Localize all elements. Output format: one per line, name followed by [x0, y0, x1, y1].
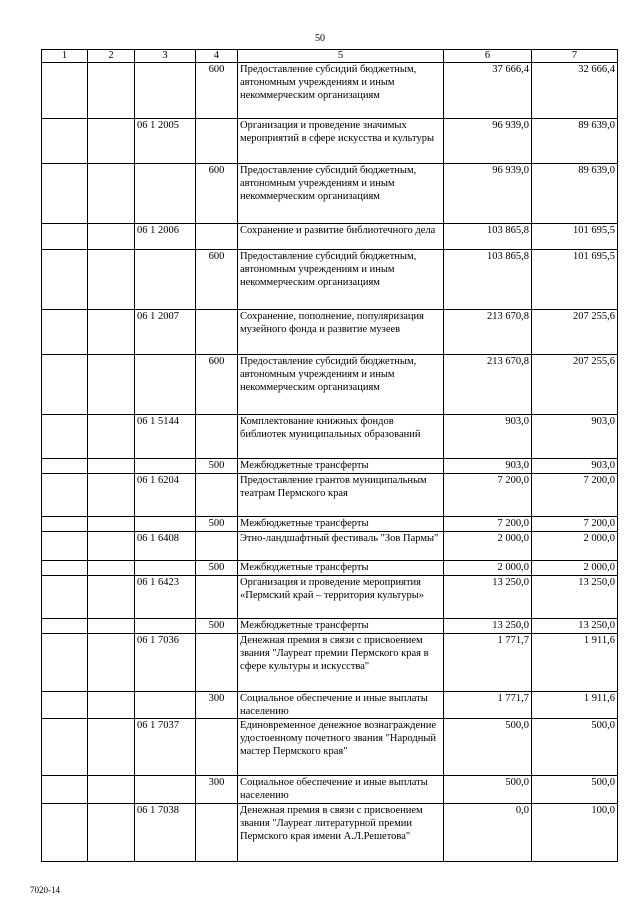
table-cell-c3: 06 1 6204: [135, 474, 196, 517]
table-cell-c3: [135, 63, 196, 119]
table-cell-c6: 96 939,0: [444, 164, 532, 224]
table-row: [42, 634, 618, 692]
table-cell-c4: [196, 224, 238, 250]
table-row: [42, 164, 618, 224]
table-cell-c5: Единовременное денежное вознаграждение удостоенному почетного звания "Народный мастер Пермского края": [238, 719, 444, 776]
table-cell-c5: Предоставление субсидий бюджетным, автономным учреждениям и иным некоммерческим организациям: [238, 250, 444, 310]
column-header: 6: [444, 50, 532, 63]
table-cell-c1: [42, 532, 88, 561]
table-cell-c5: Межбюджетные трансферты: [238, 619, 444, 634]
table-cell-c7: 100,0: [532, 804, 618, 862]
table-cell-c3: 06 1 6408: [135, 532, 196, 561]
table-cell-c2: [88, 224, 135, 250]
table-cell-c3: 06 1 5144: [135, 415, 196, 459]
table-cell-c1: [42, 804, 88, 862]
table-row: [42, 474, 618, 517]
table-cell-c4: [196, 415, 238, 459]
table-cell-c5: Социальное обеспечение и иные выплаты населению: [238, 776, 444, 804]
table-row: [42, 692, 618, 719]
table-cell-c1: [42, 310, 88, 355]
table-cell-c6: 500,0: [444, 776, 532, 804]
table-cell-c5: Сохранение и развитие библиотечного дела: [238, 224, 444, 250]
table-cell-c7: 89 639,0: [532, 164, 618, 224]
table-cell-c3: [135, 517, 196, 532]
table-cell-c6: 500,0: [444, 719, 532, 776]
table-cell-c1: [42, 719, 88, 776]
document-code: 7020-14: [30, 885, 60, 895]
table-cell-c4: 300: [196, 692, 238, 719]
table-row: [42, 459, 618, 474]
table-cell-c4: 500: [196, 619, 238, 634]
table-cell-c2: [88, 459, 135, 474]
table-cell-c3: 06 1 7038: [135, 804, 196, 862]
table-cell-c2: [88, 692, 135, 719]
table-cell-c1: [42, 119, 88, 164]
table-cell-c5: Межбюджетные трансферты: [238, 517, 444, 532]
table-cell-c6: 7 200,0: [444, 474, 532, 517]
table-cell-c1: [42, 164, 88, 224]
table-cell-c3: 06 1 2005: [135, 119, 196, 164]
table-cell-c3: [135, 355, 196, 415]
table-cell-c5: Комплектование книжных фондов библиотек муниципальных образований: [238, 415, 444, 459]
table-cell-c7: 207 255,6: [532, 310, 618, 355]
table-cell-c5: Предоставление грантов муниципальным театрам Пермского края: [238, 474, 444, 517]
budget-table-body: [42, 50, 618, 862]
table-cell-c3: [135, 619, 196, 634]
table-cell-c4: 500: [196, 459, 238, 474]
table-cell-c7: 13 250,0: [532, 619, 618, 634]
table-cell-c2: [88, 474, 135, 517]
table-cell-c3: 06 1 2007: [135, 310, 196, 355]
table-cell-c6: 2 000,0: [444, 561, 532, 576]
table-cell-c7: 101 695,5: [532, 250, 618, 310]
table-cell-c5: Социальное обеспечение и иные выплаты населению: [238, 692, 444, 719]
column-header: 1: [42, 50, 88, 63]
table-cell-c4: 300: [196, 776, 238, 804]
table-cell-c2: [88, 804, 135, 862]
column-header: 4: [196, 50, 238, 63]
table-cell-c5: Предоставление субсидий бюджетным, автономным учреждениям и иным некоммерческим организациям: [238, 355, 444, 415]
table-cell-c4: [196, 719, 238, 776]
table-cell-c2: [88, 634, 135, 692]
table-cell-c7: 903,0: [532, 459, 618, 474]
table-cell-c3: [135, 250, 196, 310]
table-cell-c4: [196, 474, 238, 517]
table-cell-c2: [88, 719, 135, 776]
table-cell-c7: 500,0: [532, 719, 618, 776]
table-cell-c4: [196, 310, 238, 355]
table-cell-c1: [42, 63, 88, 119]
table-row: [42, 776, 618, 804]
table-cell-c7: 7 200,0: [532, 517, 618, 532]
table-cell-c1: [42, 355, 88, 415]
table-cell-c7: 500,0: [532, 776, 618, 804]
table-cell-c1: [42, 415, 88, 459]
table-cell-c7: 101 695,5: [532, 224, 618, 250]
table-cell-c7: 32 666,4: [532, 63, 618, 119]
table-cell-c4: 500: [196, 517, 238, 532]
budget-table: [41, 49, 618, 862]
table-row: [42, 355, 618, 415]
table-cell-c7: 89 639,0: [532, 119, 618, 164]
table-cell-c3: 06 1 7037: [135, 719, 196, 776]
table-cell-c2: [88, 250, 135, 310]
table-cell-c4: 500: [196, 561, 238, 576]
table-row: [42, 224, 618, 250]
table-cell-c6: 0,0: [444, 804, 532, 862]
column-header: 3: [135, 50, 196, 63]
table-cell-c3: [135, 164, 196, 224]
table-row: [42, 619, 618, 634]
column-header: 5: [238, 50, 444, 63]
table-cell-c6: 103 865,8: [444, 250, 532, 310]
table-row: [42, 804, 618, 862]
table-cell-c5: Предоставление субсидий бюджетным, автономным учреждениям и иным некоммерческим организациям: [238, 164, 444, 224]
table-cell-c6: 213 670,8: [444, 310, 532, 355]
table-cell-c5: Организация и проведение значимых мероприятий в сфере искусства и культуры: [238, 119, 444, 164]
table-cell-c3: 06 1 6423: [135, 576, 196, 619]
table-cell-c7: 7 200,0: [532, 474, 618, 517]
table-cell-c1: [42, 619, 88, 634]
table-cell-c4: [196, 576, 238, 619]
table-cell-c2: [88, 517, 135, 532]
table-cell-c6: 13 250,0: [444, 619, 532, 634]
table-row: [42, 119, 618, 164]
table-cell-c3: 06 1 7036: [135, 634, 196, 692]
table-row: [42, 532, 618, 561]
table-cell-c4: 600: [196, 63, 238, 119]
table-cell-c2: [88, 576, 135, 619]
table-row: [42, 415, 618, 459]
table-row: [42, 719, 618, 776]
table-cell-c7: 1 911,6: [532, 692, 618, 719]
table-cell-c3: [135, 776, 196, 804]
table-cell-c5: Межбюджетные трансферты: [238, 459, 444, 474]
table-cell-c2: [88, 532, 135, 561]
table-cell-c6: 2 000,0: [444, 532, 532, 561]
page-number: 50: [315, 33, 325, 44]
table-cell-c7: 2 000,0: [532, 532, 618, 561]
table-cell-c7: 13 250,0: [532, 576, 618, 619]
table-cell-c6: 903,0: [444, 415, 532, 459]
table-cell-c1: [42, 692, 88, 719]
table-cell-c1: [42, 474, 88, 517]
table-row: [42, 561, 618, 576]
table-cell-c6: 903,0: [444, 459, 532, 474]
table-cell-c6: 13 250,0: [444, 576, 532, 619]
table-cell-c3: [135, 459, 196, 474]
table-cell-c2: [88, 310, 135, 355]
table-cell-c3: 06 1 2006: [135, 224, 196, 250]
table-cell-c6: 37 666,4: [444, 63, 532, 119]
table-cell-c7: 207 255,6: [532, 355, 618, 415]
table-row: [42, 576, 618, 619]
table-cell-c1: [42, 634, 88, 692]
table-cell-c2: [88, 415, 135, 459]
table-cell-c4: [196, 119, 238, 164]
table-cell-c2: [88, 119, 135, 164]
table-cell-c2: [88, 63, 135, 119]
table-cell-c2: [88, 776, 135, 804]
table-cell-c4: 600: [196, 164, 238, 224]
column-header: 2: [88, 50, 135, 63]
table-cell-c6: 103 865,8: [444, 224, 532, 250]
table-cell-c2: [88, 561, 135, 576]
table-cell-c6: 7 200,0: [444, 517, 532, 532]
table-cell-c5: Предоставление субсидий бюджетным, автономным учреждениям и иным некоммерческим организациям: [238, 63, 444, 119]
table-cell-c1: [42, 459, 88, 474]
table-cell-c4: [196, 634, 238, 692]
table-cell-c1: [42, 224, 88, 250]
table-cell-c2: [88, 619, 135, 634]
table-cell-c5: Этно-ландшафтный фестиваль "Зов Пармы": [238, 532, 444, 561]
table-cell-c6: 1 771,7: [444, 634, 532, 692]
table-cell-c5: Денежная премия в связи с присвоением звания "Лауреат премии Пермского края в сфере культуры и искусства": [238, 634, 444, 692]
table-cell-c1: [42, 776, 88, 804]
table-row: [42, 517, 618, 532]
table-cell-c7: 1 911,6: [532, 634, 618, 692]
table-cell-c5: Организация и проведение мероприятия «Пермский край – территория культуры»: [238, 576, 444, 619]
table-cell-c7: 2 000,0: [532, 561, 618, 576]
table-cell-c6: 213 670,8: [444, 355, 532, 415]
table-row: [42, 310, 618, 355]
table-row: [42, 63, 618, 119]
table-cell-c2: [88, 164, 135, 224]
table-cell-c6: 1 771,7: [444, 692, 532, 719]
table-cell-c5: Денежная премия в связи с присвоением звания "Лауреат литературной премии Пермского края имени А.Л.Решетова": [238, 804, 444, 862]
table-cell-c1: [42, 576, 88, 619]
table-cell-c4: [196, 804, 238, 862]
table-cell-c5: Межбюджетные трансферты: [238, 561, 444, 576]
table-cell-c5: Сохранение, пополнение, популяризация музейного фонда и развитие музеев: [238, 310, 444, 355]
table-cell-c1: [42, 250, 88, 310]
table-cell-c2: [88, 355, 135, 415]
table-cell-c4: [196, 532, 238, 561]
table-row: [42, 250, 618, 310]
table-cell-c1: [42, 517, 88, 532]
column-header: 7: [532, 50, 618, 63]
table-cell-c6: 96 939,0: [444, 119, 532, 164]
table-cell-c4: 600: [196, 355, 238, 415]
table-cell-c1: [42, 561, 88, 576]
table-cell-c3: [135, 561, 196, 576]
table-cell-c4: 600: [196, 250, 238, 310]
table-cell-c3: [135, 692, 196, 719]
table-cell-c7: 903,0: [532, 415, 618, 459]
table-header-row: [42, 50, 618, 63]
